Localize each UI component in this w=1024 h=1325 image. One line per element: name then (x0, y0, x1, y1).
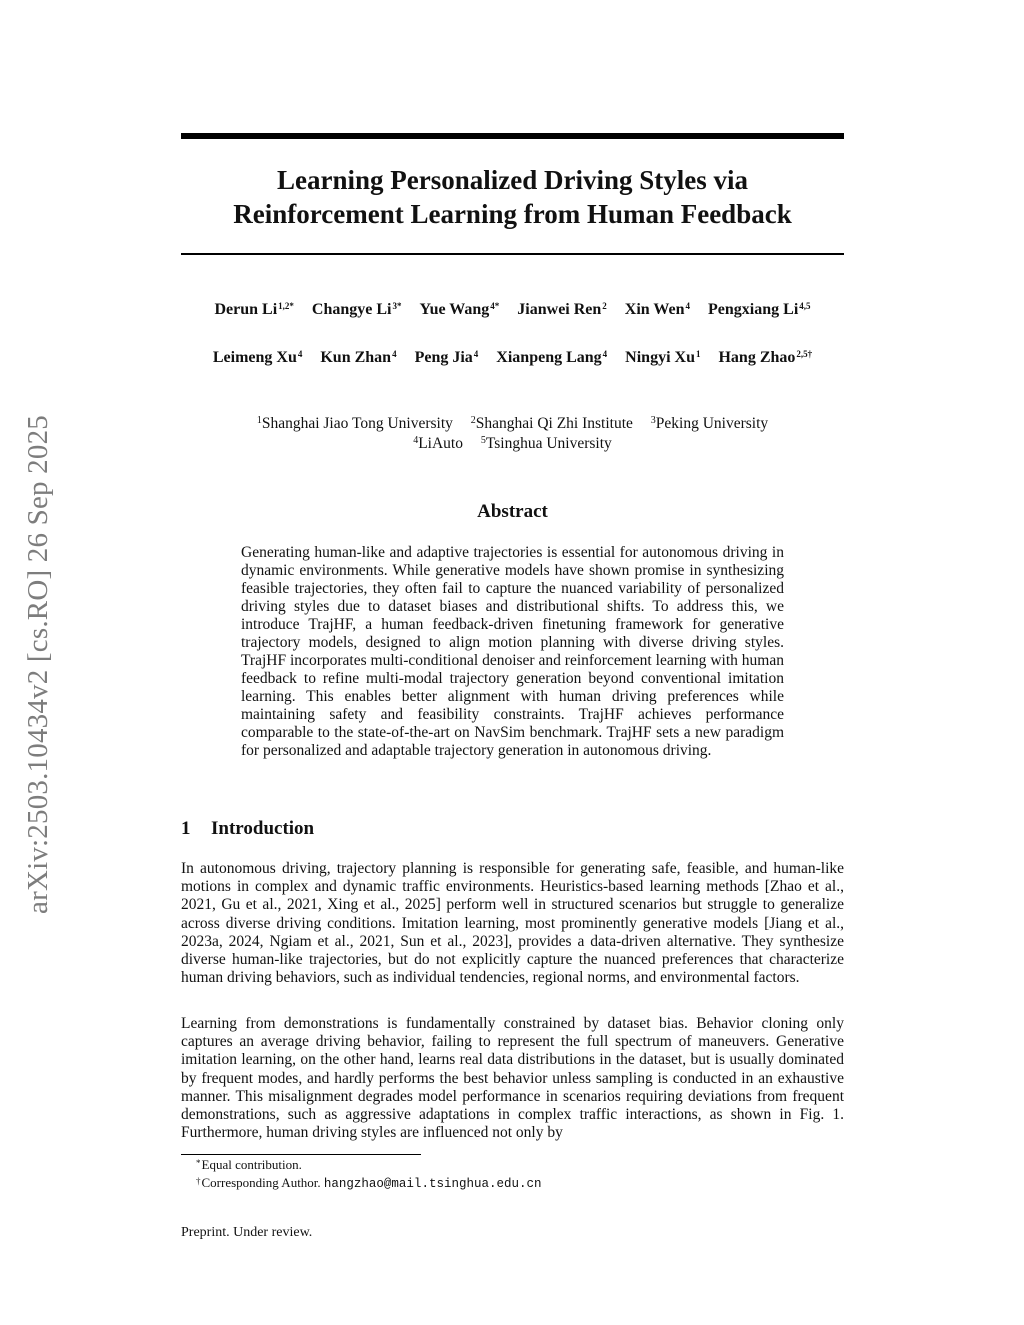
footnote-text: Equal contribution. (201, 1157, 302, 1172)
author-name: Yue Wang (419, 301, 490, 318)
author-name: Pengxiang Li (708, 301, 799, 318)
author-name: Changye Li (311, 301, 392, 318)
author-name: Leimeng Xu (212, 349, 297, 366)
title-top-rule (181, 133, 844, 139)
title-line-1: Learning Personalized Driving Styles via (277, 165, 748, 195)
footnote-text: Corresponding Author. (201, 1175, 324, 1190)
author-row-1 (181, 300, 844, 320)
affiliation-name: LiAuto (418, 435, 463, 452)
author-affiliation-mark: 4 (297, 349, 303, 359)
affiliation-number: 3 (650, 415, 656, 426)
intro-paragraph-1: In autonomous driving, trajectory planning is responsible for generating safe, feasible, and human-like motions in complex and dynamic traffic environments. Heuristics-based learning methods [Zhao et al., 2021, Gu et al., 2021, Xing et al., 2025] perform well in structured scenarios but struggle to generalize across diverse driving conditions. Imitation learning, most prominently generative models [Jiang et al., 2023a, 2024, Ngiam et al., 2021, Sun et al., 2023], provides a data-driven alternative. They synthesize diverse human-like trajectories, but do not explicitly capture the nuanced preferences that characterize human driving behaviors, such as individual tendencies, regional norms, and environmental factors. (181, 860, 844, 987)
section-heading-introduction (181, 817, 314, 841)
author-name: Ningyi Xu (625, 349, 695, 366)
author (320, 348, 396, 368)
affiliation-number: 5 (480, 435, 486, 446)
affiliation (257, 415, 453, 432)
affiliation-number: 1 (256, 415, 262, 426)
affiliation-name: Tsinghua University (485, 435, 612, 452)
author (625, 300, 690, 320)
affiliation-name: Peking University (655, 415, 769, 432)
preprint-note: Preprint. Under review. (181, 1225, 313, 1240)
abstract-text: Generating human-like and adaptive trajectories is essential for autonomous driving in dynamic environments. While generative models have shown promise in synthesizing feasible trajectories, they often fail to capture the nuanced variability of personalized driving styles due to dataset biases and distributional shifts. To address this, we introduce TrajHF, a human feedback-driven finetuning framework for generative trajectory models, designed to align motion planning with diverse driving styles. TrajHF incorporates multi-conditional denoiser and reinforcement learning with human feedback to refine multi-modal trajectory generation beyond conventional imitation learning. This enables better alignment with human driving preferences while maintaining safety and feasibility constraints. TrajHF achieves performance comparable to the state-of-the-art on NavSim benchmark. TrajHF sets a new paradigm for personalized and adaptable trajectory generation in autonomous driving. (241, 544, 784, 759)
author (718, 348, 812, 368)
author (496, 348, 607, 368)
footnote-corresponding-author (196, 1175, 541, 1192)
author (517, 300, 607, 320)
footnote-rule (181, 1154, 421, 1155)
arxiv-identifier (18, 372, 58, 956)
author-name: Kun Zhan (320, 349, 392, 366)
author (419, 300, 499, 320)
title-bottom-rule (181, 253, 844, 255)
author-name: Xin Wen (624, 301, 685, 318)
author-name: Jianwei Ren (517, 301, 602, 318)
author-affiliation-mark: 1 (695, 349, 701, 359)
author-affiliation-mark: 3* (392, 301, 402, 311)
author-affiliation-mark: 4 (685, 301, 691, 311)
affiliation (481, 435, 612, 452)
author (214, 300, 293, 320)
author (312, 300, 402, 320)
author (708, 300, 810, 320)
author-affiliation-mark: 4 (392, 349, 397, 359)
author-affiliation-mark: 2 (602, 301, 607, 311)
author-affiliation-mark: 1,2* (278, 301, 294, 311)
author-affiliation-mark: 2,5† (796, 349, 813, 359)
author-affiliation-mark: 4* (490, 301, 500, 311)
section-number: 1 (181, 818, 191, 839)
author-name: Xianpeng Lang (496, 349, 602, 366)
affiliation-number: 2 (470, 415, 476, 426)
footnote-mark: † (196, 1176, 201, 1186)
author-affiliation-mark: 4 (602, 349, 608, 359)
author (415, 348, 479, 368)
title-line-2: Reinforcement Learning from Human Feedback (233, 199, 792, 229)
affiliation (471, 415, 633, 432)
affiliation-row-1 (181, 414, 844, 434)
author-name: Peng Jia (414, 349, 473, 366)
affiliation (651, 415, 768, 432)
corresponding-email: hangzhao@mail.tsinghua.edu.cn (323, 1177, 542, 1191)
intro-paragraph-2: Learning from demonstrations is fundamentally constrained by dataset bias. Behavior cloning only captures an average driving behavior, failing to represent the full spectrum of maneuvers. Generative imitation learning, on the other hand, learns real data distributions in the dataset, but is usually dominated by frequent modes, and hardly performs the best behavior unless sampling is conducted in an exhaustive manner. This misalignment degrades model performance in scenarios requiring deviations from frequent demonstrations, such as aggressive adaptations in complex traffic interactions, as shown in Fig. 1. Furthermore, human driving styles are influenced not only by (181, 1015, 844, 1142)
section-title: Introduction (211, 818, 315, 839)
affiliation (413, 435, 463, 452)
author-affiliation-mark: 4 (473, 349, 479, 359)
author-affiliation-mark: 4,5 (799, 301, 811, 311)
affiliation-number: 4 (413, 435, 419, 446)
paper-title (181, 163, 844, 231)
arxiv-identifier-text: arXiv:2503.10434v2 [cs.RO] 26 Sep 2025 (21, 414, 54, 914)
author-name: Hang Zhao (718, 349, 796, 366)
author-row-2 (181, 348, 844, 368)
author (625, 348, 700, 368)
abstract-heading: Abstract (477, 501, 548, 522)
affiliation-name: Shanghai Jiao Tong University (261, 415, 453, 432)
affiliation-name: Shanghai Qi Zhi Institute (475, 415, 633, 432)
footnote-equal-contribution (196, 1157, 302, 1173)
footnote-mark: * (196, 1158, 201, 1168)
author (213, 348, 303, 368)
affiliation-row-2 (181, 434, 844, 454)
author-name: Derun Li (214, 301, 278, 318)
